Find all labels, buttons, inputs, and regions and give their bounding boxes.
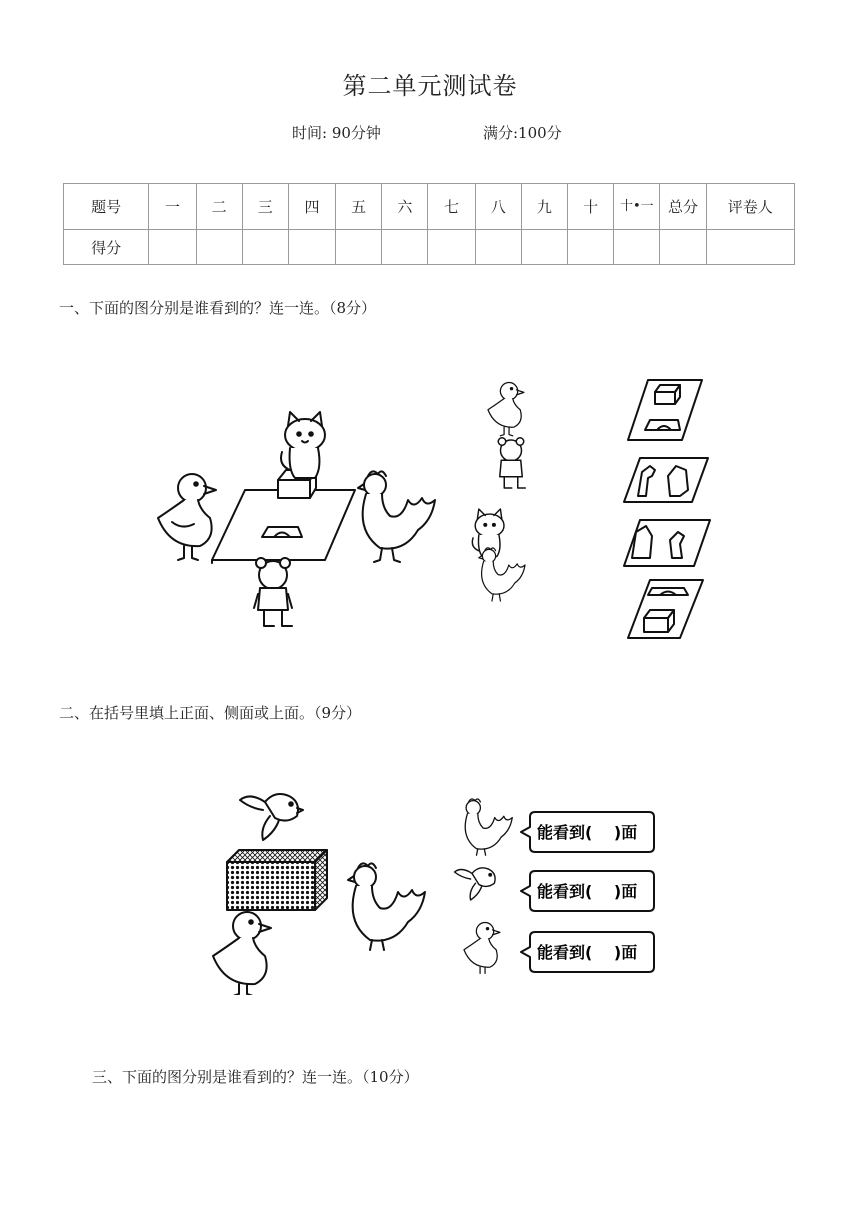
duck-icon — [213, 912, 271, 995]
header-cell: 四 — [288, 184, 335, 230]
header-cell: 一 — [149, 184, 196, 230]
view-card-icon — [624, 458, 708, 502]
score-cell[interactable] — [196, 230, 242, 265]
score-table — [63, 183, 795, 265]
header-cell: 二 — [196, 184, 242, 230]
header-cell: 八 — [475, 184, 521, 230]
question-2-heading: 二、在括号里填上正面、侧面或上面。（9分） — [59, 704, 362, 722]
view-card-icon — [628, 380, 702, 440]
score-cell[interactable] — [568, 230, 614, 265]
score-cell[interactable] — [242, 230, 288, 265]
bird-icon — [240, 794, 303, 840]
score-cell[interactable] — [382, 230, 428, 265]
small-rooster-icon — [479, 548, 525, 601]
score-cell[interactable] — [614, 230, 660, 265]
score-row-label: 得分 — [64, 230, 149, 265]
view-card-icon — [624, 520, 710, 566]
header-cell: 三 — [242, 184, 288, 230]
duck-icon — [158, 474, 216, 560]
bubble-text: 能看到( )面 — [537, 823, 638, 842]
rooster-icon — [348, 863, 425, 950]
score-cell[interactable] — [660, 230, 706, 265]
cat-icon — [281, 412, 325, 478]
header-cell: 五 — [336, 184, 382, 230]
q1-illustration — [150, 370, 720, 650]
score-cell[interactable] — [706, 230, 794, 265]
small-bear-icon — [498, 438, 525, 488]
score-cell[interactable] — [475, 230, 521, 265]
bubble-text: 能看到( )面 — [537, 882, 638, 901]
arch-block-icon — [262, 527, 302, 537]
small-bird-icon — [455, 868, 496, 900]
header-cell: 十 — [568, 184, 614, 230]
small-duck-icon — [488, 382, 524, 435]
page-title: 第二单元测试卷 — [342, 72, 518, 100]
full-score: 满分:100分 — [483, 124, 562, 142]
exam-time: 时间: 90分钟 — [292, 124, 381, 142]
header-cell: 十•一 — [614, 184, 660, 230]
dotted-cuboid-icon — [227, 850, 327, 910]
bear-icon — [254, 558, 292, 626]
header-cell: 题号 — [64, 184, 149, 230]
header-cell: 评卷人 — [706, 184, 794, 230]
score-cell[interactable] — [428, 230, 475, 265]
score-cell[interactable] — [521, 230, 567, 265]
q2-illustration — [205, 780, 665, 995]
header-cell: 总分 — [660, 184, 706, 230]
small-rooster-icon — [465, 799, 512, 855]
rooster-icon — [358, 471, 435, 562]
small-duck-icon — [464, 922, 500, 973]
header-cell: 六 — [382, 184, 428, 230]
bubble-text: 能看到( )面 — [537, 943, 638, 962]
header-cell: 九 — [521, 184, 567, 230]
view-card-icon — [628, 580, 703, 638]
score-cell[interactable] — [336, 230, 382, 265]
score-cell[interactable] — [288, 230, 335, 265]
question-3-heading: 三、下面的图分别是谁看到的？连一连。（10分） — [92, 1068, 419, 1086]
question-1-heading: 一、下面的图分别是谁看到的？连一连。（8分） — [59, 299, 377, 317]
header-cell: 七 — [428, 184, 475, 230]
score-cell[interactable] — [149, 230, 196, 265]
